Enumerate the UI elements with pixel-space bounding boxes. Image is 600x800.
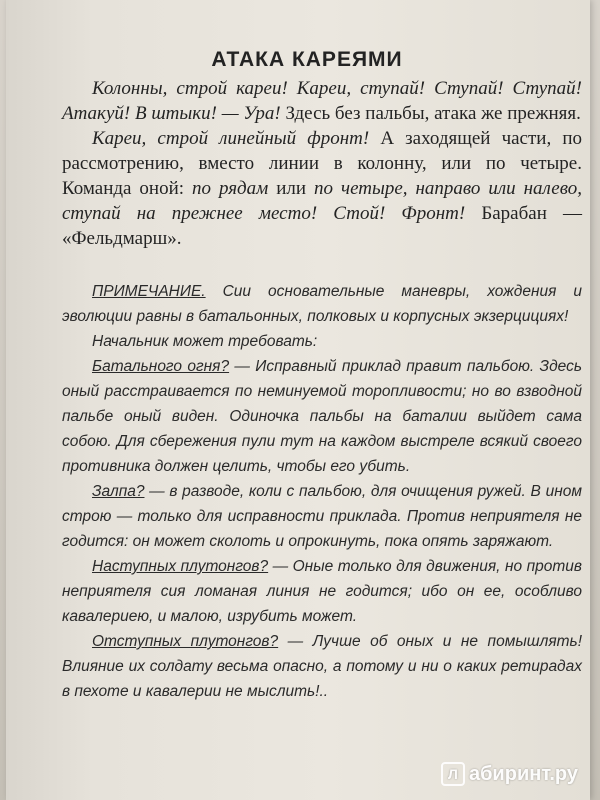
note-paragraph-segment: — Исправный приклад правит пальбою. Здесь оный расстраивается по неминуемой торопливости; но во взводной пальбе оный виден. Одиночка пальбы на баталии выйдет сама собою. Для сбережения пули тут на каждом выстреле всякий своего противника должен целить, чтобы его убить.	[62, 358, 582, 475]
note-paragraph-segment: — Лучше об оных и не помышлять! Влияние их солдату весьма опасно, а потому и ни о каких ретирадах в пехоте и кавалерии не мыслить!..	[62, 633, 582, 700]
text-paragraph	[62, 76, 582, 126]
text-paragraph-segment: Здесь без пальбы, атака же прежняя.	[285, 103, 581, 124]
note-paragraph-segment: Наступных плутонгов?	[92, 558, 269, 575]
text-paragraph	[62, 126, 582, 251]
text-paragraph-segment: по рядам	[192, 178, 277, 199]
text-paragraph-segment: А заходящей части, по рассмотрению, вместо линии в колонну, или по четыре. Команда оной:	[62, 128, 582, 199]
paragraph-gap	[62, 251, 582, 279]
note-paragraph	[62, 279, 582, 329]
note-paragraph	[62, 354, 582, 479]
main-text	[62, 76, 582, 251]
note-text	[62, 279, 582, 704]
note-paragraph-segment: Батального огня?	[92, 358, 230, 375]
text-paragraph-segment: Кареи, строй линейный фронт!	[92, 128, 381, 149]
section-title: АТАКА КАРЕЯМИ	[211, 48, 403, 71]
text-paragraph-segment: Барабан — «Фельдмарш».	[62, 203, 583, 249]
text-paragraph-segment: по четыре, направо или налево, ступай на прежнее место! Стой! Фронт!	[62, 178, 582, 224]
page-content	[62, 48, 582, 704]
note-paragraph-segment: Сии основательные маневры, хождения и эволюции равны в батальонных, полковых и корпусных экзерцициях!	[62, 283, 582, 325]
note-paragraph	[62, 329, 582, 354]
note-paragraph	[62, 554, 582, 629]
note-paragraph	[62, 629, 582, 704]
labirint-watermark	[441, 762, 578, 786]
note-paragraph-segment: Залпа?	[92, 483, 145, 500]
note-paragraph	[62, 479, 582, 554]
watermark-text: абиринт.ру	[468, 762, 578, 785]
note-paragraph-segment: Начальник может требовать:	[92, 333, 318, 350]
note-paragraph-segment: — в разводе, коли с пальбою, для очищения ружей. В ином строю — только для исправности приклада. Против неприятеля не годится: он может сколоть и опрокинуть, пока опять заряжают.	[62, 483, 582, 550]
book-page	[6, 0, 590, 800]
note-paragraph-segment: ПРИМЕЧАНИЕ.	[92, 283, 206, 300]
text-paragraph-segment: или	[276, 178, 315, 199]
labirint-logo-icon: Л	[441, 762, 465, 786]
note-paragraph-segment: — Оные только для движения, но против неприятеля сия ломаная линия не годится; ибо он ее, особливо кавалериею, и малою, изрубить может.	[62, 558, 582, 625]
text-paragraph-segment: Колонны, строй кареи! Кареи, ступай! Ступай! Ступай! Атакуй! В штыки! — Ура!	[62, 78, 582, 124]
note-paragraph-segment: Отступных плутонгов?	[92, 633, 279, 650]
